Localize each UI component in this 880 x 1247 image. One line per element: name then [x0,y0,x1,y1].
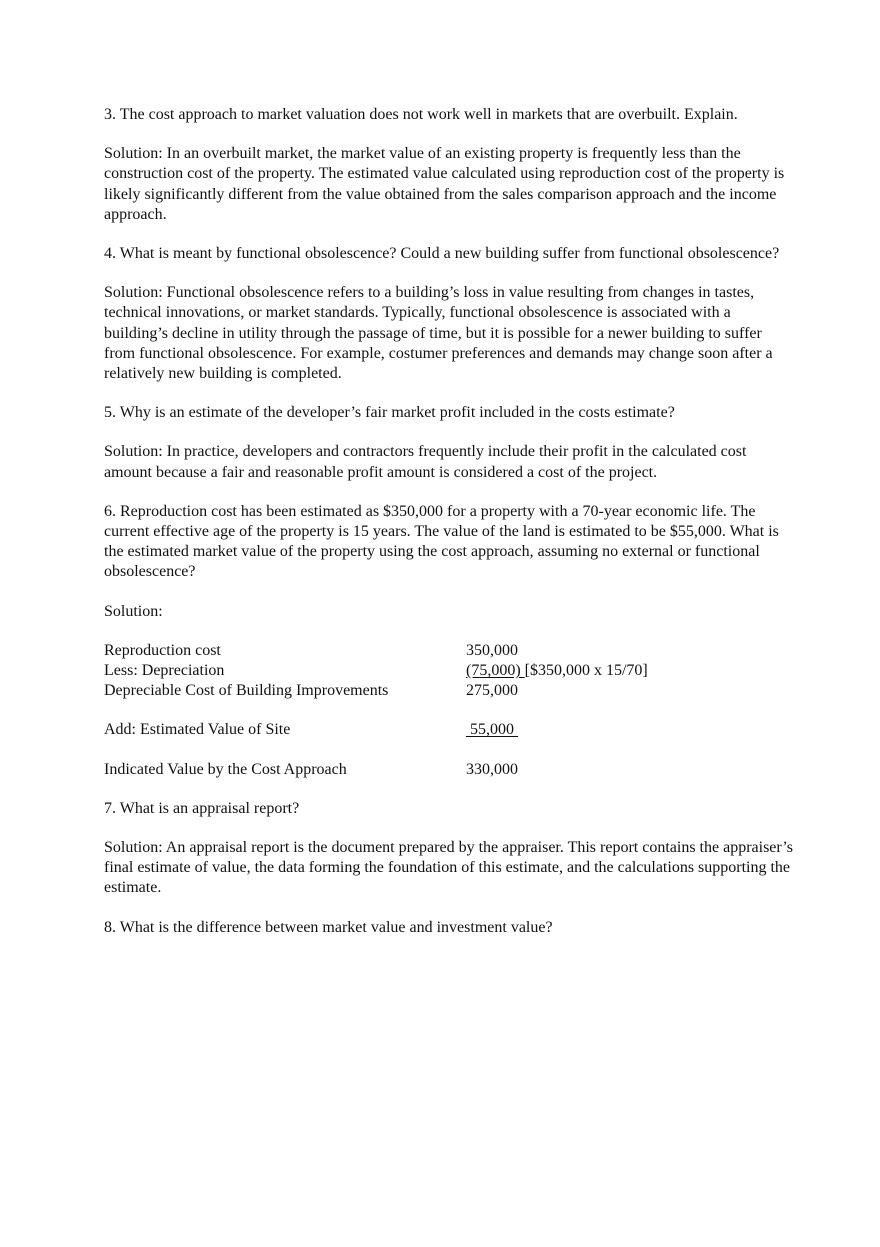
calc-row-indicated [104,760,794,780]
depreciation-note: [$350,000 x 15/70] [524,662,648,680]
depreciable-cost-value: 275,000 [466,682,518,700]
indicated-value: 330,000 [466,760,518,778]
depreciation-value: (75,000) [466,662,525,680]
solution-5: Solution: In practice, developers and contractors frequently include their profit in the calculated cost amount because a fair and reasonable profit amount is considered a cost of the project. [104,443,747,481]
depreciable-cost-label: Depreciable Cost of Building Improvements [104,682,389,700]
cost-approach-calculation [104,641,794,780]
question-8: 8. What is the difference between market value and investment value? [104,918,553,936]
calc-row-reproduction [104,641,794,661]
solution-3: Solution: In an overbuilt market, the market value of an existing property is frequently less than the construction cost of the property. The estimated value calculated using reproduction cost of the property is likely significantly different from the value obtained from the sales comparison approach and the income approach. [104,145,785,223]
question-5: 5. Why is an estimate of the developer’s fair market profit included in the costs estimate? [104,404,675,422]
site-value: 55,000 [466,721,518,739]
question-3: 3. The cost approach to market valuation does not work well in markets that are overbuilt. Explain. [104,106,738,123]
question-4: 4. What is meant by functional obsolescence? Could a new building suffer from functional obsolescence? [104,245,780,263]
document-page [104,105,794,957]
solution-4: Solution: Functional obsolescence refers to a building’s loss in value resulting from changes in tastes, technical innovations, or market standards. Typically, functional obsolescence is associated with a building’s decline in utility through the passage of time, but it is possible for a newer building to suffer from functional obsolescence. For example, costumer preferences and demands may change soon after a relatively new building is completed. [104,284,773,383]
solution-7: Solution: An appraisal report is the document prepared by the appraiser. This report contains the appraiser’s final estimate of value, the data forming the foundation of this estimate, and the calculations supporting the estimate. [104,839,793,897]
reproduction-cost-value: 350,000 [466,641,518,659]
depreciation-label: Less: Depreciation [104,662,225,680]
indicated-value-label: Indicated Value by the Cost Approach [104,760,347,778]
calc-row-site [104,720,794,740]
reproduction-cost-label: Reproduction cost [104,641,221,659]
calc-row-depreciation [104,661,794,681]
calc-row-depreciable [104,681,794,701]
question-7: 7. What is an appraisal report? [104,799,300,817]
question-6: 6. Reproduction cost has been estimated as $350,000 for a property with a 70-year economic life. The current effective age of the property is 15 years. The value of the land is estimated to be $55,000. What is the estimated market value of the property using the cost approach, assuming no external or functional obsolescence? [104,502,779,581]
site-value-label: Add: Estimated Value of Site [104,721,291,739]
solution-6-label: Solution: [104,602,163,620]
depreciation-value-group [466,661,648,681]
